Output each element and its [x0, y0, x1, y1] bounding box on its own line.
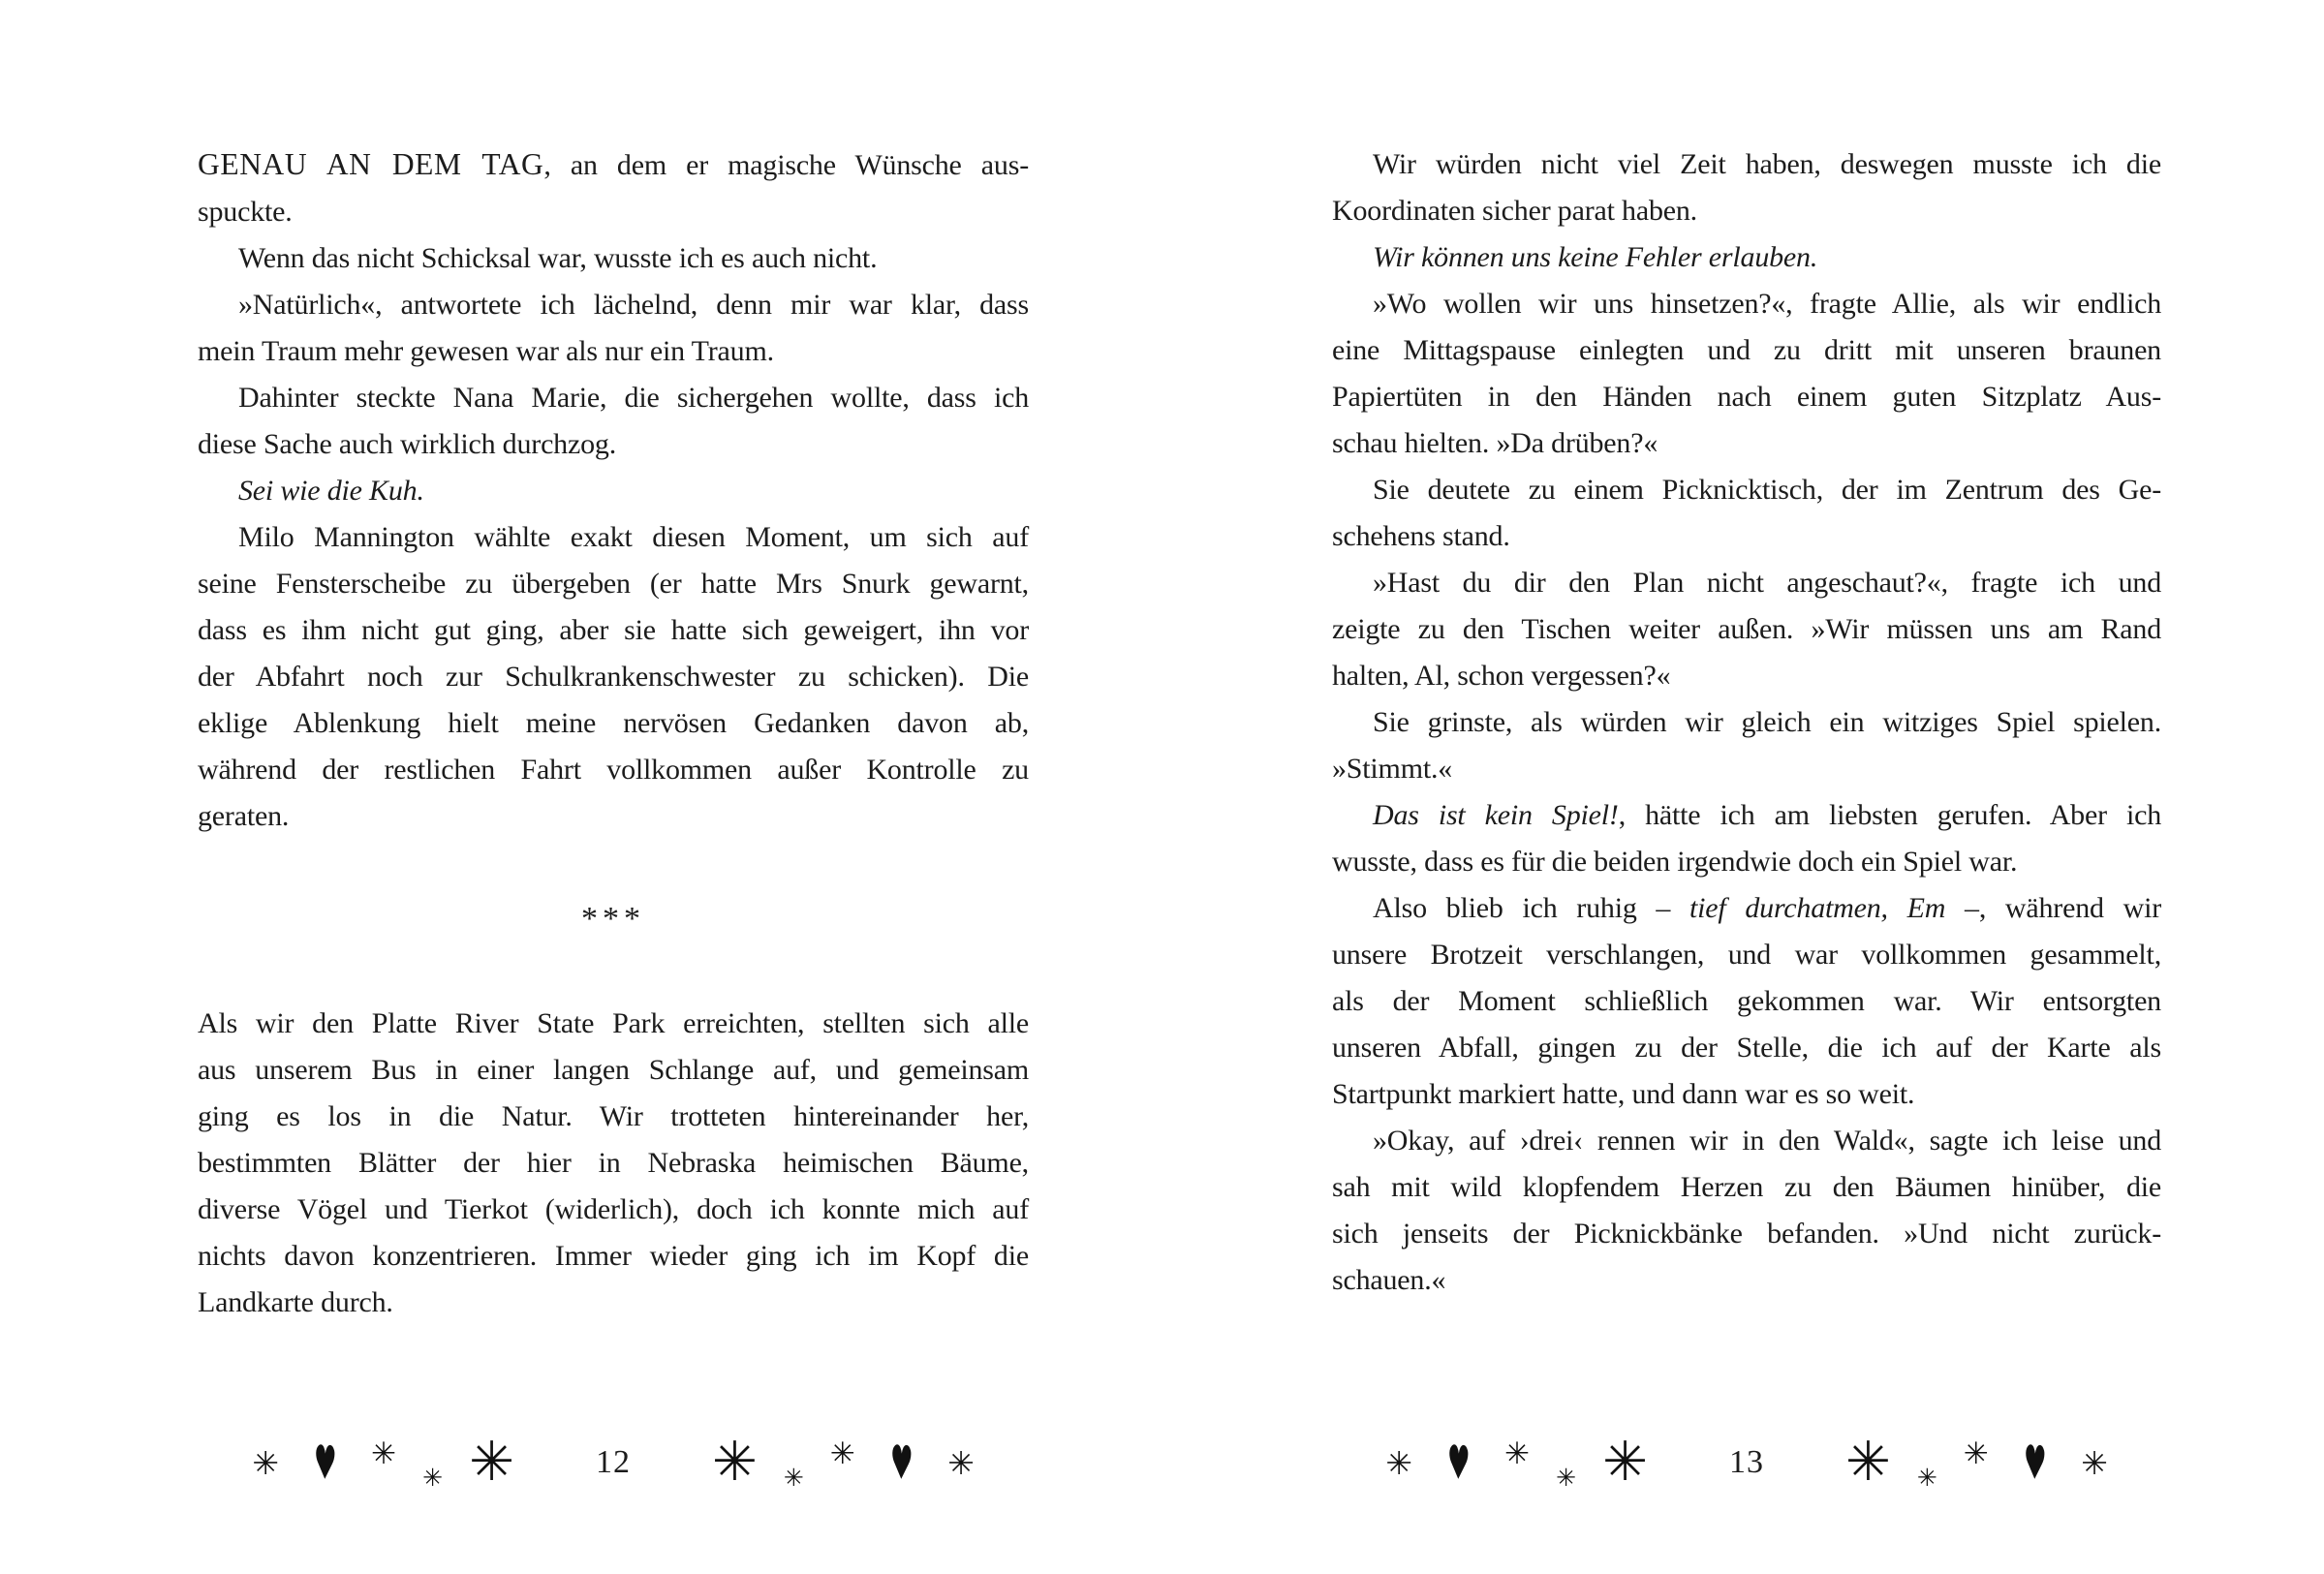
text-line: eine Mittagspause einlegten und zu dritt mit unseren braunen — [1332, 334, 2161, 366]
ornament-group-right-right — [1845, 1431, 2108, 1494]
text-line: der Abfahrt noch zur Schulkrankenschwester zu schicken). Die — [198, 661, 1029, 693]
text-line: unseren Abfall, gingen zu der Stelle, die ich auf der Karte als — [1332, 1032, 2161, 1064]
text-segment: –, während wir — [1945, 892, 2162, 924]
text-line: aus unserem Bus in einer langen Schlange auf, und gemeinsam — [198, 1054, 1029, 1086]
text-line: eklige Ablenkung hielt meine nervösen Gedanken davon ab, — [198, 707, 1029, 739]
text-line: Sie deutete zu einem Picknicktisch, der im Zentrum des Ge- — [1373, 474, 2161, 506]
star-icon: ✳ — [783, 1463, 804, 1492]
text-line: Sie grinste, als würden wir gleich ein witziges Spiel spielen. — [1373, 706, 2161, 738]
text-line — [198, 141, 1029, 189]
text-line: »Natürlich«, antwortete ich lächelnd, denn mir war klar, dass — [238, 289, 1029, 321]
star-icon: ✳ — [1963, 1435, 1989, 1471]
text-line: dass es ihm nicht gut ging, aber sie hatte sich geweigert, ihn vor — [198, 614, 1029, 646]
heart-icon: ♥ — [1446, 1434, 1472, 1492]
text-line: »Wo wollen wir uns hinsetzen?«, fragte Allie, als wir endlich — [1373, 288, 2161, 320]
text-line: Als wir den Platte River State Park erreichten, stellten sich alle — [198, 1007, 1029, 1039]
text-line: Landkarte durch. — [198, 1286, 393, 1318]
text-segment: Sei wie die Kuh. — [238, 475, 424, 507]
text-line: sich jenseits der Picknickbänke befanden. »Und nicht zurück- — [1332, 1218, 2161, 1250]
page-footer-left — [198, 1416, 1029, 1509]
text-line: unsere Brotzeit verschlangen, und war vollkommen gesammelt, — [1332, 939, 2161, 971]
star-icon: ✳ — [829, 1435, 855, 1471]
text-line: nichts davon konzentrieren. Immer wieder ging ich im Kopf die — [198, 1240, 1029, 1272]
star-icon: ✳ — [1556, 1463, 1577, 1492]
text-line: Milo Mannington wählte exakt diesen Moment, um sich auf — [238, 521, 1029, 553]
text-line: schauen.« — [1332, 1264, 1446, 1296]
star-icon: ✳ — [712, 1431, 758, 1494]
heart-icon: ♥ — [888, 1434, 914, 1492]
star-icon: ✳ — [2081, 1443, 2108, 1482]
star-icon: ✳ — [1916, 1463, 1937, 1492]
text-line: ging es los in die Natur. Wir trotteten hintereinander her, — [198, 1100, 1029, 1132]
page-footer-right — [1332, 1416, 2161, 1509]
text-line: bestimmten Blätter der hier in Nebraska heimischen Bäume, — [198, 1147, 1029, 1179]
text-line: diverse Vögel und Tierkot (widerlich), doch ich konnte mich auf — [198, 1193, 1029, 1225]
section-separator: *** — [581, 901, 645, 937]
text-line: schau hielten. »Da drüben?« — [1332, 427, 1658, 459]
text-line: seine Fensterscheibe zu übergeben (er hatte Mrs Snurk gewarnt, — [198, 568, 1029, 600]
star-icon: ✳ — [1602, 1431, 1648, 1494]
text-segment: , hätte ich am liebsten gerufen. Aber ich — [1618, 799, 2162, 831]
text-line: Wenn das nicht Schicksal war, wusste ich es auch nicht. — [238, 242, 878, 274]
star-icon: ✳ — [371, 1435, 397, 1471]
text-column-right — [1332, 141, 2161, 1304]
text-line: als der Moment schließlich gekommen war. Wir entsorgten — [1332, 985, 2161, 1017]
text-line: Wir würden nicht viel Zeit haben, deswegen musste ich die — [1373, 148, 2161, 180]
text-line: sah mit wild klopfendem Herzen zu den Bäumen hinüber, die — [1332, 1171, 2161, 1203]
text-line: Startpunkt markiert hatte, und dann war es so weit. — [1332, 1078, 1915, 1110]
text-line — [1332, 792, 2161, 839]
star-icon: ✳ — [1385, 1443, 1412, 1482]
text-segment: GENAU AN DEM TAG — [198, 147, 544, 181]
text-segment: tief durchatmen, Em — [1689, 892, 1946, 924]
text-line: während der restlichen Fahrt vollkommen außer Kontrolle zu — [198, 754, 1029, 786]
text-line: wusste, dass es für die beiden irgendwie doch ein Spiel war. — [1332, 846, 2018, 878]
text-line: »Hast du dir den Plan nicht angeschaut?«, fragte ich und — [1373, 567, 2161, 599]
star-icon: ✳ — [422, 1463, 444, 1492]
heart-icon: ♥ — [2022, 1434, 2047, 1492]
star-icon: ✳ — [252, 1443, 279, 1482]
page-right — [1162, 0, 2324, 1574]
text-line: Dahinter steckte Nana Marie, die sichergehen wollte, dass ich — [238, 382, 1029, 414]
text-line: geraten. — [198, 800, 290, 832]
ornament-group-right-left — [712, 1431, 975, 1494]
text-line: mein Traum mehr gewesen war als nur ein Traum. — [198, 335, 774, 367]
text-column-left — [198, 141, 1029, 1326]
text-line: schehens stand. — [1332, 520, 1510, 552]
text-line — [1332, 885, 2161, 932]
text-line — [1332, 234, 2161, 281]
star-icon: ✳ — [947, 1443, 975, 1482]
text-line: zeigte zu den Tischen weiter außen. »Wir müssen uns am Rand — [1332, 613, 2161, 645]
star-icon: ✳ — [1845, 1431, 1891, 1494]
ornament-group-left-left — [252, 1431, 514, 1494]
text-line — [198, 468, 1029, 514]
text-segment: Also blieb ich ruhig – — [1373, 892, 1690, 924]
star-icon: ✳ — [1504, 1435, 1531, 1471]
heart-icon: ♥ — [313, 1434, 338, 1492]
text-line: Koordinaten sicher parat haben. — [1332, 195, 1697, 227]
text-line: diese Sache auch wirklich durchzog. — [198, 428, 616, 460]
ornament-group-left-right — [1385, 1431, 1648, 1494]
text-line: Papiertüten in den Händen nach einem guten Sitzplatz Aus- — [1332, 381, 2161, 413]
text-segment: Das ist kein Spiel! — [1373, 799, 1619, 831]
text-line: »Okay, auf ›drei‹ rennen wir in den Wald«, sagte ich leise und — [1373, 1125, 2161, 1157]
text-segment: , an dem er magische Wünsche aus- — [543, 149, 1029, 181]
page-number: 12 — [596, 1444, 631, 1480]
star-icon: ✳ — [469, 1431, 514, 1494]
text-line: halten, Al, schon vergessen?« — [1332, 660, 1671, 692]
text-segment: Wir können uns keine Fehler erlauben. — [1373, 241, 1818, 273]
text-line: »Stimmt.« — [1332, 753, 1453, 785]
page-number: 13 — [1729, 1444, 1764, 1480]
text-line: spuckte. — [198, 196, 293, 228]
